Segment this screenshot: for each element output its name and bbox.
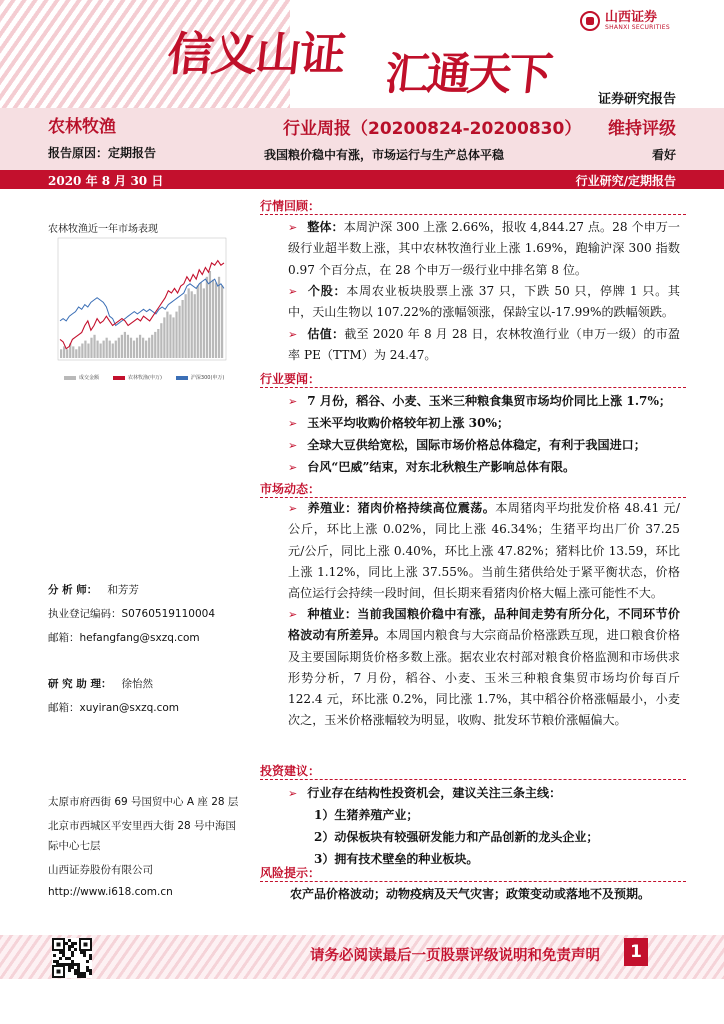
logo-name-cn: 山西证券	[605, 10, 658, 25]
volume-bar	[142, 338, 144, 358]
assistant-label: 研 究 助 理：	[48, 678, 112, 690]
address-taiyuan: 太原市府西街 69 号国贸中心 A 座 28 层	[48, 796, 239, 808]
volume-bar	[203, 288, 205, 358]
assistant-name: 徐怡然	[121, 678, 153, 690]
report-reason: 报告原因：定期报告	[48, 146, 157, 160]
stock-label: 个股：	[307, 284, 347, 298]
volume-bar	[145, 341, 147, 358]
section-review-heading: 行情回顾：	[260, 199, 321, 213]
analyst-name: 和芳芳	[107, 584, 139, 596]
volume-bar	[169, 315, 171, 359]
page-number: 1	[624, 938, 648, 966]
bullet-arrow-icon: ➢	[288, 395, 298, 408]
volume-bar	[99, 344, 101, 359]
volume-bar	[139, 335, 141, 358]
volume-bar	[133, 341, 135, 358]
logo-mark-icon	[580, 11, 600, 31]
volume-bar	[115, 341, 117, 358]
volume-bar	[60, 349, 62, 358]
bullet-arrow-icon: ➢	[288, 328, 298, 341]
volume-bar	[72, 346, 74, 358]
volume-bar	[194, 294, 196, 358]
bullet-arrow-icon: ➢	[288, 461, 298, 474]
volume-bar	[197, 286, 199, 359]
analyst	[48, 582, 139, 597]
address-beijing-1: 北京市西城区平安里西大街 28 号中海国	[48, 820, 237, 832]
volume-bar	[172, 317, 174, 358]
bullet-arrow-icon: ➢	[288, 417, 298, 430]
review-overall	[288, 217, 680, 281]
volume-bar	[127, 335, 129, 358]
rating: 维持评级	[608, 119, 676, 139]
rating-outlook: 看好	[651, 148, 676, 162]
volume-bar	[118, 338, 120, 358]
news-item	[288, 456, 688, 479]
volume-bar	[103, 341, 105, 358]
analyst-label: 分 析 师：	[48, 584, 98, 596]
volume-bar	[209, 271, 211, 358]
legend-hs300	[176, 374, 224, 381]
legend-label: 沪深300(申万)	[190, 375, 225, 381]
volume-bar	[63, 346, 65, 358]
legend-sector	[113, 374, 162, 381]
logo-name-en: SHANXI SECURITIES	[605, 24, 670, 31]
volume-bar	[212, 280, 214, 358]
volume-bar	[109, 341, 111, 358]
invest-main-text: 行业存在结构性投资机会，建议关注三条主线：	[307, 786, 562, 800]
volume-bar	[121, 335, 123, 358]
news-text: 玉米平均收购价格较年初上涨 30%；	[307, 416, 510, 430]
volume-bar	[218, 277, 220, 358]
volume-bar	[157, 329, 159, 358]
volume-bar	[178, 306, 180, 358]
market-breeding	[288, 498, 680, 604]
report-subtitle: 我国粮价稳中有涨，市场运行与生产总体平稳	[264, 148, 505, 162]
chart-legend	[64, 374, 254, 381]
invest-item: 1）生猪养殖产业；	[314, 808, 419, 822]
bullet-arrow-icon: ➢	[288, 285, 298, 298]
news-text: 台风“巴威”结束，对东北秋粮生产影响总体有限。	[307, 460, 576, 474]
bullet-arrow-icon: ➢	[288, 221, 298, 234]
volume-bar	[93, 335, 95, 358]
section-divider	[260, 214, 686, 215]
slogan-left: 信义山证	[164, 27, 347, 81]
volume-bar	[66, 349, 68, 358]
legend-swatch	[64, 376, 76, 380]
volume-bar	[148, 338, 150, 358]
news-item	[288, 412, 688, 435]
volume-bar	[151, 335, 153, 358]
news-text: 7 月份，稻谷、小麦、玉米三种粮食集贸市场均价同比上涨 1.7%；	[307, 394, 672, 408]
sector-name: 农林牧渔	[48, 117, 116, 137]
volume-bar	[130, 338, 132, 358]
volume-bar	[78, 346, 80, 358]
section-divider	[260, 881, 686, 882]
document-type: 证券研究报告	[597, 92, 676, 107]
address-beijing-2: 际中心七层	[48, 840, 101, 852]
volume-bar	[96, 341, 98, 358]
company-name: 山西证券股份有限公司	[48, 864, 153, 876]
assistant-email: 邮箱：xuyiran@sxzq.com	[48, 702, 180, 714]
risk-text: 农产品价格波动；动物疫病及天气灾害；政策变动或落地不及预期。	[290, 887, 651, 901]
volume-bar	[200, 283, 202, 358]
volume-bar	[163, 317, 165, 358]
market-planting	[288, 604, 680, 732]
invest-item: 2）动保板块有较强研发能力和产品创新的龙头企业；	[314, 830, 599, 844]
report-category: 行业研究/定期报告	[575, 174, 676, 188]
qr-code-icon	[52, 938, 92, 978]
assistant	[48, 676, 153, 691]
volume-bar	[191, 291, 193, 358]
planting-text: 本周国内粮食与大宗商品价格涨跌互现，进口粮食价格及主要国际期货价格多数上涨。据农业农村部对粮食价格监测和市场供求形势分析，7 月份，稻谷、小麦、玉米三种粮食集贸市场均价每百斤 122.4 元，环比涨 0.2%，同比涨 1.7%，其中稻谷价格涨幅最小，小麦次之，玉米价格涨幅较为明显，收购、批发环节粮价涨幅偏大。	[288, 628, 680, 728]
header-banner	[0, 0, 724, 110]
bullet-arrow-icon: ➢	[288, 439, 298, 452]
volume-bar	[175, 312, 177, 358]
review-valuation	[288, 324, 680, 367]
overall-label: 整体：	[307, 220, 344, 234]
volume-bar	[188, 288, 190, 358]
breeding-text: 本周猪肉平均批发价格 48.41 元/公斤，环比上涨 0.02%，同比上涨 46.34%；生猪平均出厂价 37.25 元/公斤，同比上涨 0.40%，环比上涨 47.82%；猪料比价 13.59，环比上涨 1.12%，同比上涨 37.55%。当前生猪供给处于紧平衡状态，价格高位运行会持续一段时间，但长期来看猪肉价格大幅上涨可能性不大。	[288, 501, 680, 601]
volume-bar	[206, 277, 208, 358]
volume-bar	[75, 349, 77, 358]
report-title: 行业周报（20200824-20200830）	[283, 119, 582, 139]
section-divider	[260, 387, 686, 388]
volume-bar	[221, 286, 223, 359]
volume-bar	[84, 341, 86, 358]
invest-item: 3）拥有技术壁垒的种业板块。	[314, 852, 479, 866]
volume-bar	[81, 344, 83, 359]
valuation-text: 截至 2020 年 8 月 28 日，农林牧渔行业（申万一级）的市盈率 PE（TTM）为 24.47。	[288, 327, 680, 363]
legend-volume	[64, 374, 99, 381]
disclaimer-notice[interactable]: 请务必阅读最后一页股票评级说明和免责声明	[310, 948, 600, 964]
section-market-heading: 市场动态：	[260, 482, 321, 496]
section-invest-heading: 投资建议：	[260, 764, 321, 778]
company-logo	[580, 8, 670, 34]
volume-bar	[185, 294, 187, 358]
invest-main	[288, 782, 688, 805]
bullet-arrow-icon: ➢	[288, 787, 298, 800]
legend-label: 成交金额	[79, 375, 100, 381]
volume-bar	[87, 344, 89, 359]
valuation-label: 估值：	[307, 327, 345, 341]
section-risk-heading: 风险提示：	[260, 866, 321, 880]
volume-bar	[215, 283, 217, 358]
news-item	[288, 434, 688, 457]
company-website[interactable]: http://www.i618.com.cn	[48, 886, 173, 898]
stock-text: 本周农业板块股票上涨 37 只，下跌 50 只，停牌 1 只。其中，天山生物以 107.22%的涨幅领涨，保龄宝以-17.99%的跌幅领跌。	[288, 284, 680, 320]
slogan-right: 汇通天下	[382, 49, 553, 100]
volume-bar	[124, 332, 126, 358]
volume-bar	[112, 344, 114, 359]
review-stocks	[288, 281, 680, 324]
news-text: 全球大豆供给宽松，国际市场价格总体稳定，有利于我国进口；	[307, 438, 646, 452]
report-date: 2020 年 8 月 30 日	[48, 174, 164, 188]
volume-bar	[160, 323, 162, 358]
volume-bar	[154, 332, 156, 358]
bullet-arrow-icon: ➢	[288, 608, 298, 621]
section-news-heading: 行业要闻：	[260, 372, 321, 386]
legend-label: 农林牧渔(申万)	[128, 375, 162, 381]
volume-bar	[166, 312, 168, 358]
overall-text: 本周沪深 300 上涨 2.66%，报收 4,844.27 点。28 个申万一级行业超半数上涨，其中农林牧渔行业上涨 1.69%，跑输沪深 300 指数 0.97 个百分点，在 28 个申万一级行业中排名第 8 位。	[288, 220, 680, 277]
analyst-email: 邮箱：hefangfang@sxzq.com	[48, 632, 200, 644]
breeding-label: 养殖业：猪肉价格持续高位震荡。	[307, 501, 496, 515]
market-chart	[46, 234, 254, 382]
license-code: 执业登记编码：S0760519110004	[48, 608, 216, 620]
planting-label: 种植业：当前我国粮价稳中有涨，品种间走势有所分化，不同环节价格波动有所差异。	[288, 607, 680, 643]
volume-bar	[136, 338, 138, 358]
bullet-arrow-icon: ➢	[288, 502, 298, 515]
volume-bar	[181, 300, 183, 358]
legend-swatch	[176, 376, 188, 380]
section-divider	[260, 779, 686, 780]
volume-bar	[106, 338, 108, 358]
news-item	[288, 390, 688, 413]
chart-title: 农林牧渔近一年市场表现	[48, 224, 158, 235]
volume-bar	[90, 338, 92, 358]
legend-swatch	[113, 376, 125, 380]
